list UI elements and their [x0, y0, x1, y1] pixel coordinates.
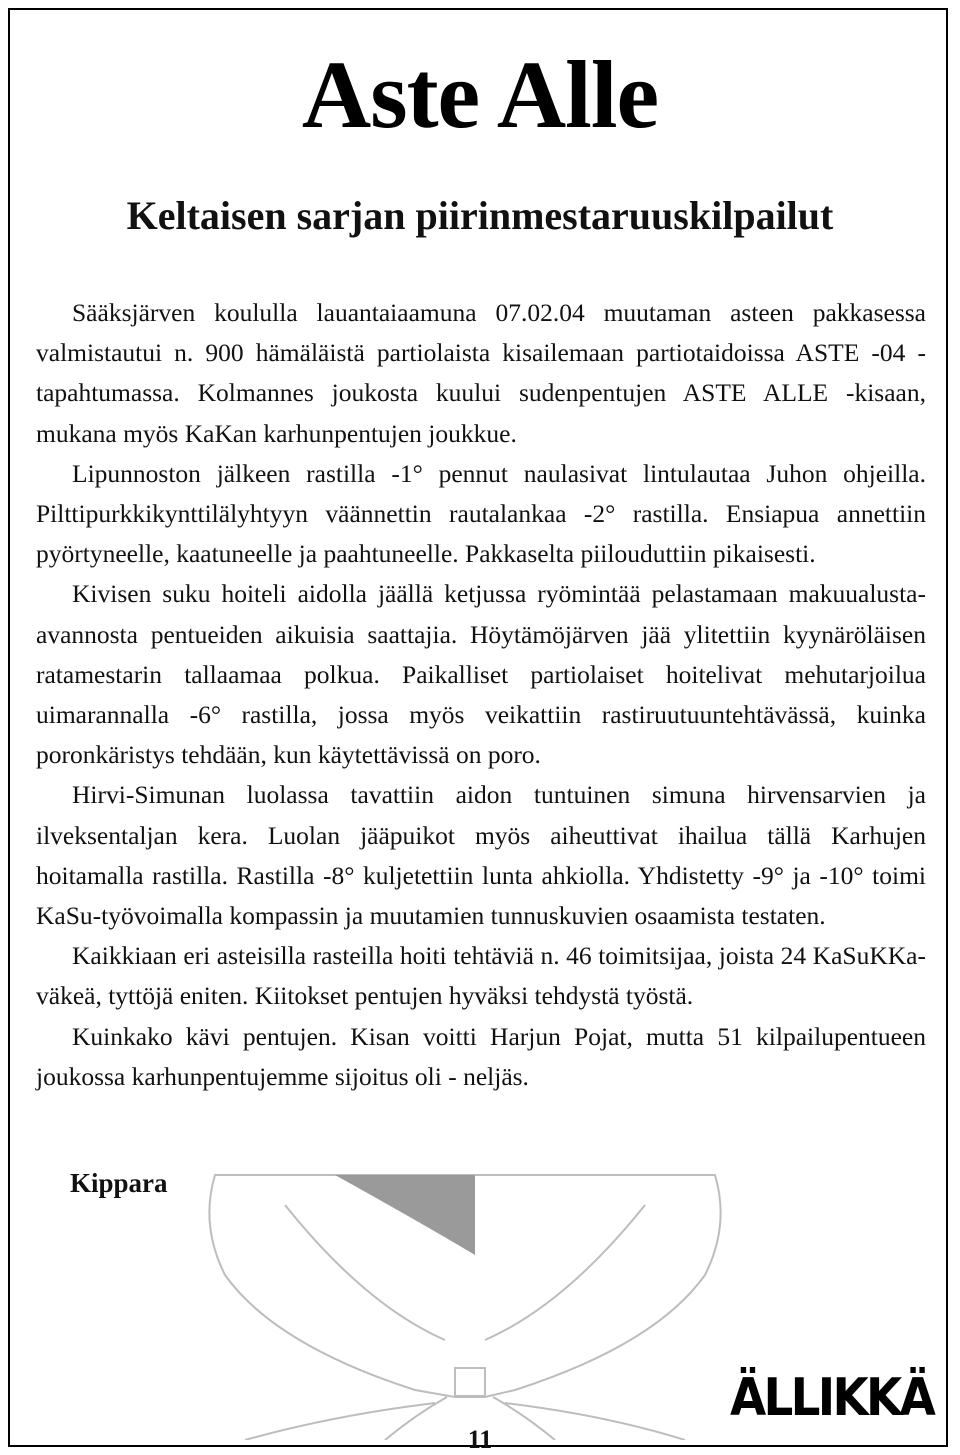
author-signature: Kippara: [70, 1168, 168, 1198]
scarf-woggle: [455, 1368, 485, 1396]
magazine-logo: [730, 1368, 934, 1428]
page-title: Aste Alle: [301, 41, 659, 148]
logo-text: ÄLLIKKÄ: [730, 1368, 934, 1428]
page-number: 11: [467, 1425, 493, 1454]
article-paragraph: Hirvi-Simunan luolassa tavattiin aidon tuntuinen simuna hirvensarvien ja ilveksentaljan kera. Luolan jääpuikot myös aiheuttivat ihailua tällä Karhujen hoitamalla rastilla. Rastilla -8° kuljetettiin lunta ahkiolla. Yhdistetty -9° ja -10° toimi KaSu-työvoimalla kompassin ja muutamien tunnuskuvien osaamista testaten.: [36, 780, 926, 931]
article-paragraph: Kivisen suku hoiteli aidolla jäällä ketjussa ryömintää pelastamaan makuualusta-avannosta pentueiden aikuisia saattajia. Höytämöjärven jää ylitettiin kyynäröläisen ratamestarin tallaamaa polkua. Paikalliset partiolaiset hoitelivat mehutarjoilua uimarannalla -6° rastilla, jossa myös veikattiin rastiruutuuntehtävässä, kuinka poronkäristys tehdään, kun käytettävissä on poro.: [36, 579, 926, 770]
page-subtitle: Keltaisen sarjan piirinmestaruuskilpailut: [126, 193, 834, 238]
article-paragraph: Lipunnoston jälkeen rastilla -1° pennut naulasivat lintulautaa Juhon ohjeilla. Pilttipurkkikynttilälyhtyyn väännettin rautalankaa -2° rastilla. Ensiapua annettiin pyörtyneelle, kaatuneelle ja paahtuneelle. Pakkaselta piilouduttiin pikaisesti.: [36, 458, 926, 569]
article-paragraph: Sääksjärven koululla lauantaiaamuna 07.02.04 muutaman asteen pakkasessa valmistautui n. 900 hämäläistä partiolaista kisailemaan partiotaidoissa ASTE -04 -tapahtumassa. Kolmannes joukosta kuului sudenpentujen ASTE ALLE -kisaan, mukana myös KaKan karhunpentujen joukkue.: [36, 298, 926, 448]
article-paragraph: Kaikkiaan eri asteisilla rasteilla hoiti tehtäviä n. 46 toimitsijaa, joista 24 KaSuKKa-väkeä, tyttöjä eniten. Kiitokset pentujen hyväksi tehdystä työstä.: [36, 941, 926, 1011]
scout-scarf-illustration: [185, 1165, 745, 1440]
article-paragraph: Kuinkako kävi pentujen. Kisan voitti Harjun Pojat, mutta 51 kilpailupentueen joukossa karhunpentujemme sijoitus oli - neljäs.: [36, 1021, 926, 1091]
article-body: [36, 293, 926, 1097]
